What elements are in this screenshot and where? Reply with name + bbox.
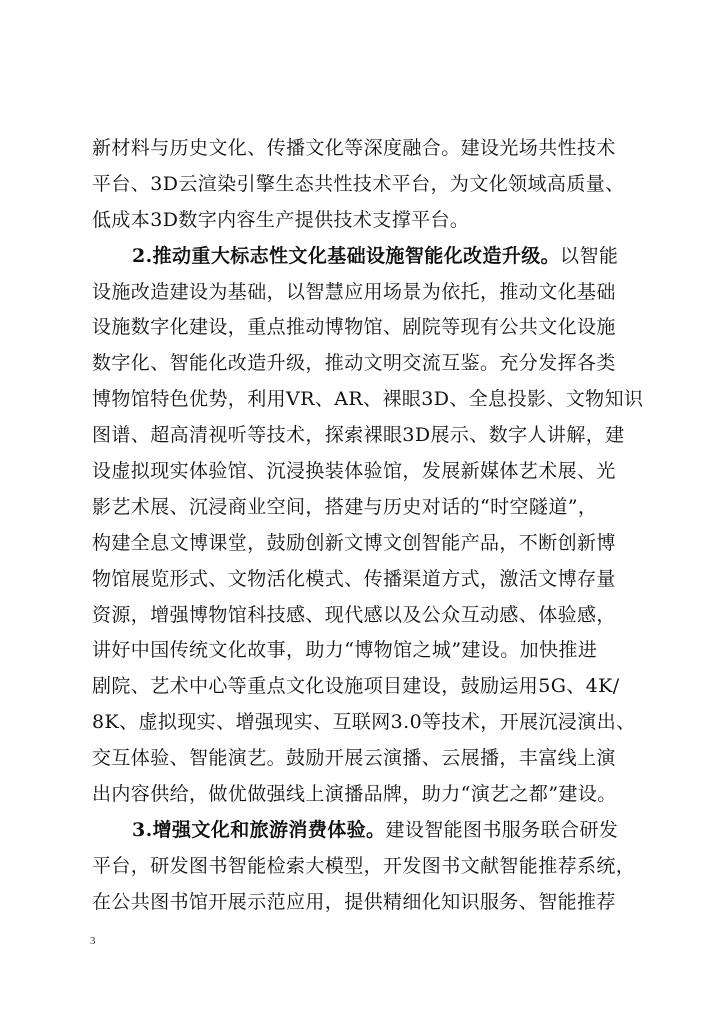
text-line: 平台、3D云渲染引擎生态共性技术平台，为文化领域高质量、	[92, 172, 625, 195]
text-line: 在公共图书馆开展示范应用，提供精细化知识服务、智能推荐	[92, 890, 616, 913]
section-heading-2: 2.推动重大标志性文化基础设施智能化改造升级。	[132, 244, 561, 267]
text-line: 设施数字化建设，重点推动博物馆、剧院等现有公共文化设施	[92, 316, 616, 339]
text-line: 设施改造建设为基础，以智慧应用场景为依托，推动文化基础	[92, 280, 616, 303]
text-line: 低成本3D数字内容生产提供技术支撑平台。	[92, 208, 470, 231]
section-heading-line: 3.增强文化和旅游消费体验。建设智能图书服务联合研发	[132, 818, 619, 841]
text-line: 剧院、艺术中心等重点文化设施项目建设，鼓励运用5G、4K/	[92, 675, 620, 698]
text-line: 8K、虚拟现实、增强现实、互联网3.0等技术，开展沉浸演出、	[92, 711, 636, 734]
page-number: 3	[90, 935, 96, 947]
text-line: 数字化、智能化改造升级，推动文明交流互鉴。充分发挥各类	[92, 352, 616, 375]
section-heading-3: 3.增强文化和旅游消费体验。	[132, 818, 386, 841]
text-line: 影艺术展、沉浸商业空间，搭建与历史对话的“时空隧道”，	[92, 495, 598, 518]
text-line: 出内容供给，做优做强线上演播品牌，助力“演艺之都”建设。	[92, 783, 617, 806]
text-line: 构建全息文博课堂，鼓励创新文博文创智能产品，不断创新博	[92, 531, 616, 554]
text-line: 资源，增强博物馆科技感、现代感以及公众互动感、体验感，	[92, 603, 616, 626]
text-line: 博物馆特色优势，利用VR、AR、裸眼3D、全息投影、文物知识	[92, 388, 644, 411]
text-line: 图谱、超高清视听等技术，探索裸眼3D展示、数字人讲解，建	[92, 424, 625, 447]
text-line: 新材料与历史文化、传播文化等深度融合。建设光场共性技术	[92, 137, 616, 159]
text-line: 平台，研发图书智能检索大模型，开发图书文献智能推荐系统，	[92, 854, 636, 877]
text-line: 讲好中国传统文化故事，助力“博物馆之城”建设。加快推进	[92, 639, 598, 662]
section-heading-line: 2.推动重大标志性文化基础设施智能化改造升级。以智能	[132, 244, 619, 267]
text-line: 物馆展览形式、文物活化模式、传播渠道方式，激活文博存量	[92, 567, 616, 590]
text-line: 设虚拟现实体验馆、沉浸换装体验馆，发展新媒体艺术展、光	[92, 460, 616, 483]
text-line: 交互体验、智能演艺。鼓励开展云演播、云展播，丰富线上演	[92, 747, 616, 770]
body-text	[92, 131, 644, 921]
